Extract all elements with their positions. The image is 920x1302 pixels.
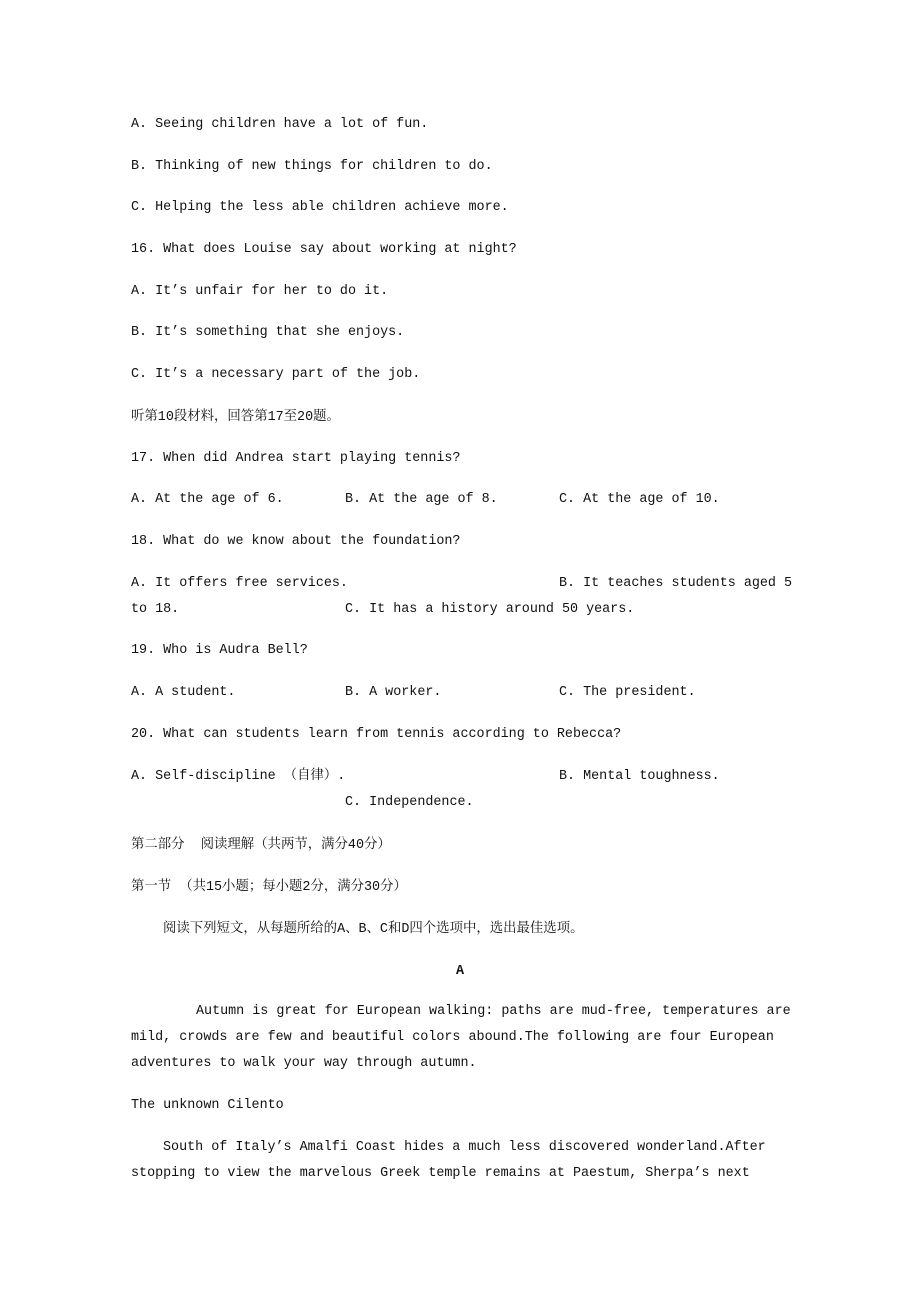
q15-option-c: C. Helping the less able children achieve more. xyxy=(131,200,509,215)
passage-intro-line: Autumn is great for European walking: paths are mud-free, temperatures are xyxy=(196,1004,791,1019)
passage-paragraph-line: stopping to view the marvelous Greek temple remains at Paestum, Sherpa’s next xyxy=(131,1166,750,1181)
q19-option-c: C. The president. xyxy=(559,685,696,700)
q18-question: 18. What do we know about the foundation? xyxy=(131,534,461,549)
q17-option-a: A. At the age of 6. xyxy=(131,492,284,507)
q16-option-b: B. It’s something that she enjoys. xyxy=(131,325,405,340)
q16-option-c: C. It’s a necessary part of the job. xyxy=(131,367,421,382)
q15-option-a: A. Seeing children have a lot of fun. xyxy=(131,117,429,132)
passage-paragraph-line: South of Italy’s Amalfi Coast hides a much less discovered wonderland.After xyxy=(163,1140,766,1155)
section1-heading: 第一节 （共15小题；每小题2分，满分30分） xyxy=(131,880,407,895)
q19-question: 19. Who is Audra Bell? xyxy=(131,643,308,658)
passage-label: A xyxy=(456,964,465,979)
passage-intro-line: adventures to walk your way through autumn. xyxy=(131,1056,477,1071)
section10-instruction: 听第10段材料，回答第17至20题。 xyxy=(131,410,340,425)
q15-option-b: B. Thinking of new things for children to do. xyxy=(131,159,493,174)
q16-option-a: A. It’s unfair for her to do it. xyxy=(131,284,389,299)
q18-option-a: A. It offers free services. xyxy=(131,576,348,591)
q18-option-b-continued: to 18. xyxy=(131,602,180,617)
q20-option-c: C. Independence. xyxy=(345,795,474,810)
reading-instruction: 阅读下列短文，从每题所给的A、B、C和D四个选项中，选出最佳选项。 xyxy=(163,922,584,937)
q20-option-b: B. Mental toughness. xyxy=(559,769,720,784)
q17-option-b: B. At the age of 8. xyxy=(345,492,498,507)
passage-intro-line: mild, crowds are few and beautiful colors abound.The following are four European xyxy=(131,1030,774,1045)
q16-question: 16. What does Louise say about working at night? xyxy=(131,242,517,257)
q18-option-c: C. It has a history around 50 years. xyxy=(345,602,635,617)
q17-question: 17. When did Andrea start playing tennis? xyxy=(131,451,461,466)
q20-question: 20. What can students learn from tennis according to Rebecca? xyxy=(131,727,622,742)
q19-option-b: B. A worker. xyxy=(345,685,442,700)
part2-heading: 第二部分 阅读理解（共两节，满分40分） xyxy=(131,838,391,853)
q20-option-a: A. Self-discipline （自律）. xyxy=(131,769,346,784)
q18-option-b: B. It teaches students aged 5 xyxy=(559,576,793,591)
q17-option-c: C. At the age of 10. xyxy=(559,492,720,507)
q19-option-a: A. A student. xyxy=(131,685,236,700)
passage-subheading: The unknown Cilento xyxy=(131,1098,284,1113)
